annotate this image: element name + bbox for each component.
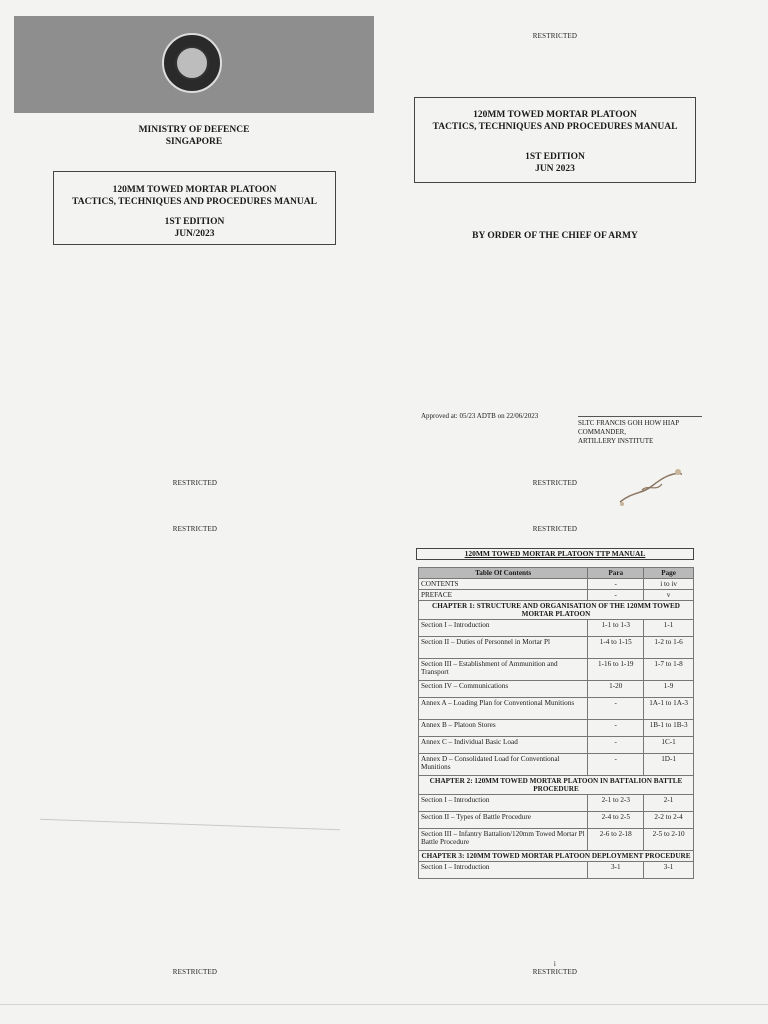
left-title-line2: TACTICS, TECHNIQUES AND PROCEDURES MANUAL	[72, 197, 317, 207]
right-title-line1: 120MM TOWED MORTAR PLATOON	[473, 110, 637, 120]
toc-row	[419, 720, 694, 737]
toc-title: Annex B – Platoon Stores	[419, 720, 588, 737]
toc-para: -	[588, 579, 644, 590]
order-line: BY ORDER OF THE CHIEF OF ARMY	[472, 231, 638, 241]
ministry-line2: SINGAPORE	[165, 137, 223, 147]
ministry-line1: MINISTRY OF DEFENCE	[138, 125, 250, 135]
right-date: JUN 2023	[535, 164, 575, 174]
toc-para: 1-16 to 1-19	[588, 659, 644, 681]
toc-title: Section I – Introduction	[419, 862, 588, 879]
toc-title: Section III – Infantry Battalion/120mm Towed Mortar Pl Battle Procedure	[419, 829, 588, 851]
lower-left-header-restricted: RESTRICTED	[172, 525, 218, 533]
toc-chapter-row	[419, 776, 694, 795]
signatory-name: SLTC FRANCIS GOH HOW HIAP	[578, 419, 680, 427]
toc-table	[418, 567, 694, 879]
toc-title: Section II – Duties of Personnel in Mortar Pl	[419, 637, 588, 659]
toc-para: -	[588, 754, 644, 776]
toc-row	[419, 590, 694, 601]
right-title-box	[414, 97, 696, 183]
signatory-block	[578, 419, 679, 446]
toc-page: 2-5 to 2-10	[644, 829, 694, 851]
toc-title: Annex A – Loading Plan for Conventional Munitions	[419, 698, 588, 720]
toc-para: -	[588, 698, 644, 720]
signatory-unit: ARTILLERY INSTITUTE	[578, 437, 654, 445]
toc-row	[419, 862, 694, 879]
toc-chapter-title: CHAPTER 2: 120MM TOWED MORTAR PLATOON IN BATTALION BATTLE PROCEDURE	[419, 776, 694, 795]
toc-title: Section I – Introduction	[419, 795, 588, 812]
toc-row	[419, 812, 694, 829]
toc-page: 1-7 to 1-8	[644, 659, 694, 681]
toc-header-para: Para	[588, 568, 644, 579]
signature-scribble-icon	[612, 462, 692, 512]
toc-row	[419, 579, 694, 590]
toc-title: Section III – Establishment of Ammunition and Transport	[419, 659, 588, 681]
toc-body	[419, 579, 694, 879]
toc-page: 1C-1	[644, 737, 694, 754]
toc-title: PREFACE	[419, 590, 588, 601]
left-footer-restricted: RESTRICTED	[172, 479, 218, 487]
toc-page: v	[644, 590, 694, 601]
crest-banner	[14, 16, 374, 113]
toc-page: 1A-1 to 1A-3	[644, 698, 694, 720]
left-date: JUN/2023	[174, 229, 215, 239]
toc-page: 3-1	[644, 862, 694, 879]
toc-row	[419, 737, 694, 754]
toc-row	[419, 659, 694, 681]
toc-title: Section IV – Communications	[419, 681, 588, 698]
toc-row	[419, 795, 694, 812]
toc-page: 1D-1	[644, 754, 694, 776]
left-title-box	[53, 171, 336, 245]
toc-chapter-title: CHAPTER 3: 120MM TOWED MORTAR PLATOON DEPLOYMENT PROCEDURE	[419, 851, 694, 862]
scan-streak	[40, 819, 340, 830]
lower-right-footer-restricted: RESTRICTED	[532, 968, 578, 976]
toc-row	[419, 829, 694, 851]
toc-para: 2-1 to 2-3	[588, 795, 644, 812]
toc-para: 1-4 to 1-15	[588, 637, 644, 659]
toc-title: CONTENTS	[419, 579, 588, 590]
page-number: i	[553, 960, 557, 968]
toc-chapter-title: CHAPTER 1: STRUCTURE AND ORGANISATION OF THE 120MM TOWED MORTAR PLATOON	[419, 601, 694, 620]
right-title-line2: TACTICS, TECHNIQUES AND PROCEDURES MANUAL	[432, 122, 678, 132]
toc-title: Annex C – Individual Basic Load	[419, 737, 588, 754]
toc-header-title: Table Of Contents	[419, 568, 588, 579]
toc-row	[419, 681, 694, 698]
right-edition: 1ST EDITION	[525, 152, 585, 162]
toc-para: 3-1	[588, 862, 644, 879]
lower-right-header-restricted: RESTRICTED	[532, 525, 578, 533]
toc-page: 2-1	[644, 795, 694, 812]
toc-chapter-row	[419, 601, 694, 620]
toc-page: 1-1	[644, 620, 694, 637]
toc-header-page: Page	[644, 568, 694, 579]
toc-chapter-row	[419, 851, 694, 862]
toc-row	[419, 620, 694, 637]
toc-para: 1-1 to 1-3	[588, 620, 644, 637]
toc-row	[419, 637, 694, 659]
toc-title: Section II – Types of Battle Procedure	[419, 812, 588, 829]
scan-bottom-edge	[0, 1004, 768, 1005]
manual-title-box: 120MM TOWED MORTAR PLATOON TTP MANUAL	[416, 548, 694, 560]
mindef-crest-icon	[162, 33, 222, 93]
toc-row	[419, 698, 694, 720]
approved-line: Approved at: 05/23 ADTB on 22/06/2023	[421, 412, 539, 420]
right-footer-restricted: RESTRICTED	[532, 479, 578, 487]
toc-page: 1-9	[644, 681, 694, 698]
toc-page: 1-2 to 1-6	[644, 637, 694, 659]
toc-title: Section I – Introduction	[419, 620, 588, 637]
right-header-restricted: RESTRICTED	[532, 32, 578, 40]
signature-line	[578, 416, 702, 417]
toc-para: -	[588, 590, 644, 601]
toc-page: 2-2 to 2-4	[644, 812, 694, 829]
toc-page: i to iv	[644, 579, 694, 590]
toc-row	[419, 754, 694, 776]
toc-title: Annex D – Consolidated Load for Conventional Munitions	[419, 754, 588, 776]
left-edition: 1ST EDITION	[164, 217, 225, 227]
toc-page: 1B-1 to 1B-3	[644, 720, 694, 737]
toc-container	[418, 567, 694, 879]
signatory-role: COMMANDER,	[578, 428, 627, 436]
left-title-line1: 120MM TOWED MORTAR PLATOON	[112, 185, 277, 195]
ministry-heading	[94, 124, 294, 148]
toc-para: -	[588, 720, 644, 737]
lower-left-footer-restricted: RESTRICTED	[172, 968, 218, 976]
toc-header-row	[419, 568, 694, 579]
toc-para: 2-4 to 2-5	[588, 812, 644, 829]
toc-para: 1-20	[588, 681, 644, 698]
toc-para: 2-6 to 2-18	[588, 829, 644, 851]
toc-para: -	[588, 737, 644, 754]
